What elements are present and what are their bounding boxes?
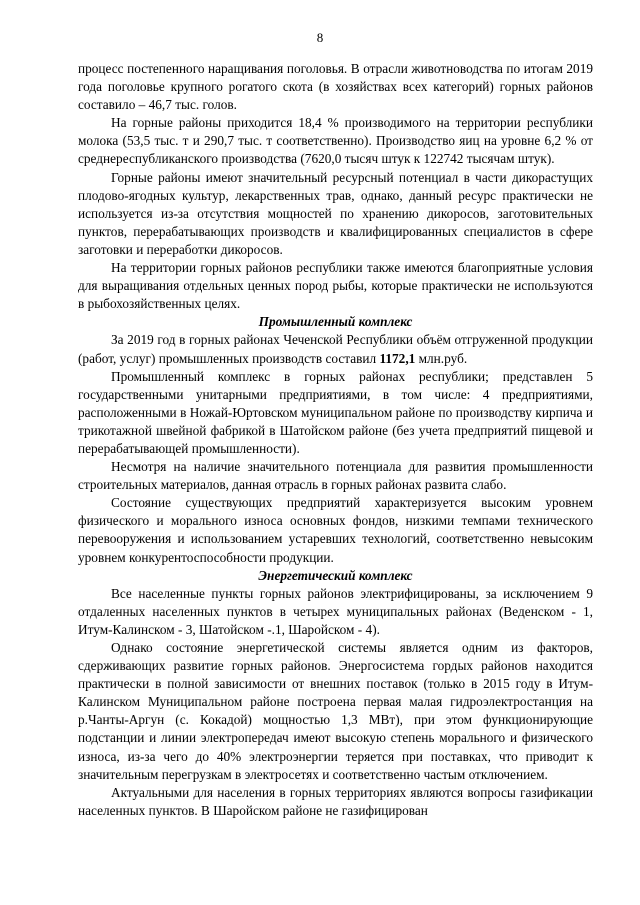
page-body: [78, 60, 593, 820]
heading-industrial-complex: Промышленный комплекс: [258, 314, 413, 330]
paragraph-fish: На территории горных районов республики также имеются благоприятные условия для выращивания отдельных ценных пород рыбы, которые практически не используются в рыбохозяйственных целях.: [78, 260, 593, 312]
paragraph-wild-resources: Горные районы имеют значительный ресурсный потенциал в части дикорастущих плодово-ягодных культур, лекарственных трав, однако, данный ресурс практически не используется из-за отсутствия мощностей по хранению дикоросов, заготовительных пунктов, перерабатывающих производств и квалифицированных специалистов в сфере заготовки и переработки дикоросов.: [78, 169, 593, 257]
industry-output-value: 1172,1: [379, 350, 416, 366]
paragraph-electrification: Все населенные пункты горных районов электрифицированы, за исключением 9 отдаленных населенных пунктов в четырех муниципальных районах (Веденском - 1, Итум-Калинском - 3, Шатойском -.1, Шаройском - 4).: [78, 585, 593, 637]
industry-output-text-before: За 2019 год в горных районах Чеченской Республики объём отгруженной продукции (работ, услуг) промышленных производств составил: [78, 332, 593, 366]
paragraph-industry-potential: Несмотря на наличие значительного потенциала для развития промышленности строительных материалов, данная отрасль в горных районах развита слабо.: [78, 459, 593, 493]
paragraph-gasification: Актуальными для населения в горных территориях являются вопросы газификации населенных пунктов. В Шаройском районе не газифицирован: [78, 784, 593, 818]
paragraph-industry-output: [78, 331, 593, 367]
paragraph-industry-enterprises: Промышленный комплекс в горных районах республики; представлен 5 государственными унитарными предприятиями, в том числе: 4 предприятиями, расположенными в Ножай-Юртовском муниципальном районе по производству кирпича и трикотажной швейной фабрикой в Шатойском районе (без учета предприятий пищевой и перерабатывающей промышленности).: [78, 368, 593, 456]
paragraph-industry-condition: Состояние существующих предприятий характеризуется высоким уровнем физического и морального износа основных фондов, низкими темпами технического перевооружения и использованием устаревших технологий, соответственно невысоким уровнем конкурентоспособности продукции.: [78, 495, 593, 565]
page-number: 8: [316, 30, 324, 45]
paragraph-energy-system: Однако состояние энергетической системы является одним из факторов, сдерживающих развитие горных районов. Энергосистема гордых районов находится практически в полной зависимости от внешних поставок (только в 2015 году в Итум-Калинском Муниципальном районе построена первая малая гидроэлектростанция на р.Чанты-Аргун (с. Кокадой) мощностью 1,3 МВт), при этом функционирующие подстанции и линии электропередач имеют высокую степень морального и физического износа, из-за чего до 40% электроэнергии теряется при поставках, что приводит к значительным перегрузкам в электросетях и соответственно частым отключением.: [78, 640, 593, 782]
heading-energy-complex: Энергетический комплекс: [258, 567, 413, 583]
paragraph-livestock: процесс постепенного наращивания поголовья. В отрасли животноводства по итогам 2019 года поголовье крупного рогатого скота (в хозяйствах всех категорий) горных районов составило – 46,7 тыс. голов.: [78, 61, 593, 113]
paragraph-milk-eggs: На горные районы приходится 18,4 % производимого на территории республики молока (53,5 тыс. т и 290,7 тыс. т соответственно). Производство яиц на уровне 6,2 % от среднереспубликанского производства (7620,0 тысяч штук к 122742 тысячам штук).: [78, 115, 593, 167]
industry-output-text-after: млн.руб.: [415, 350, 468, 366]
